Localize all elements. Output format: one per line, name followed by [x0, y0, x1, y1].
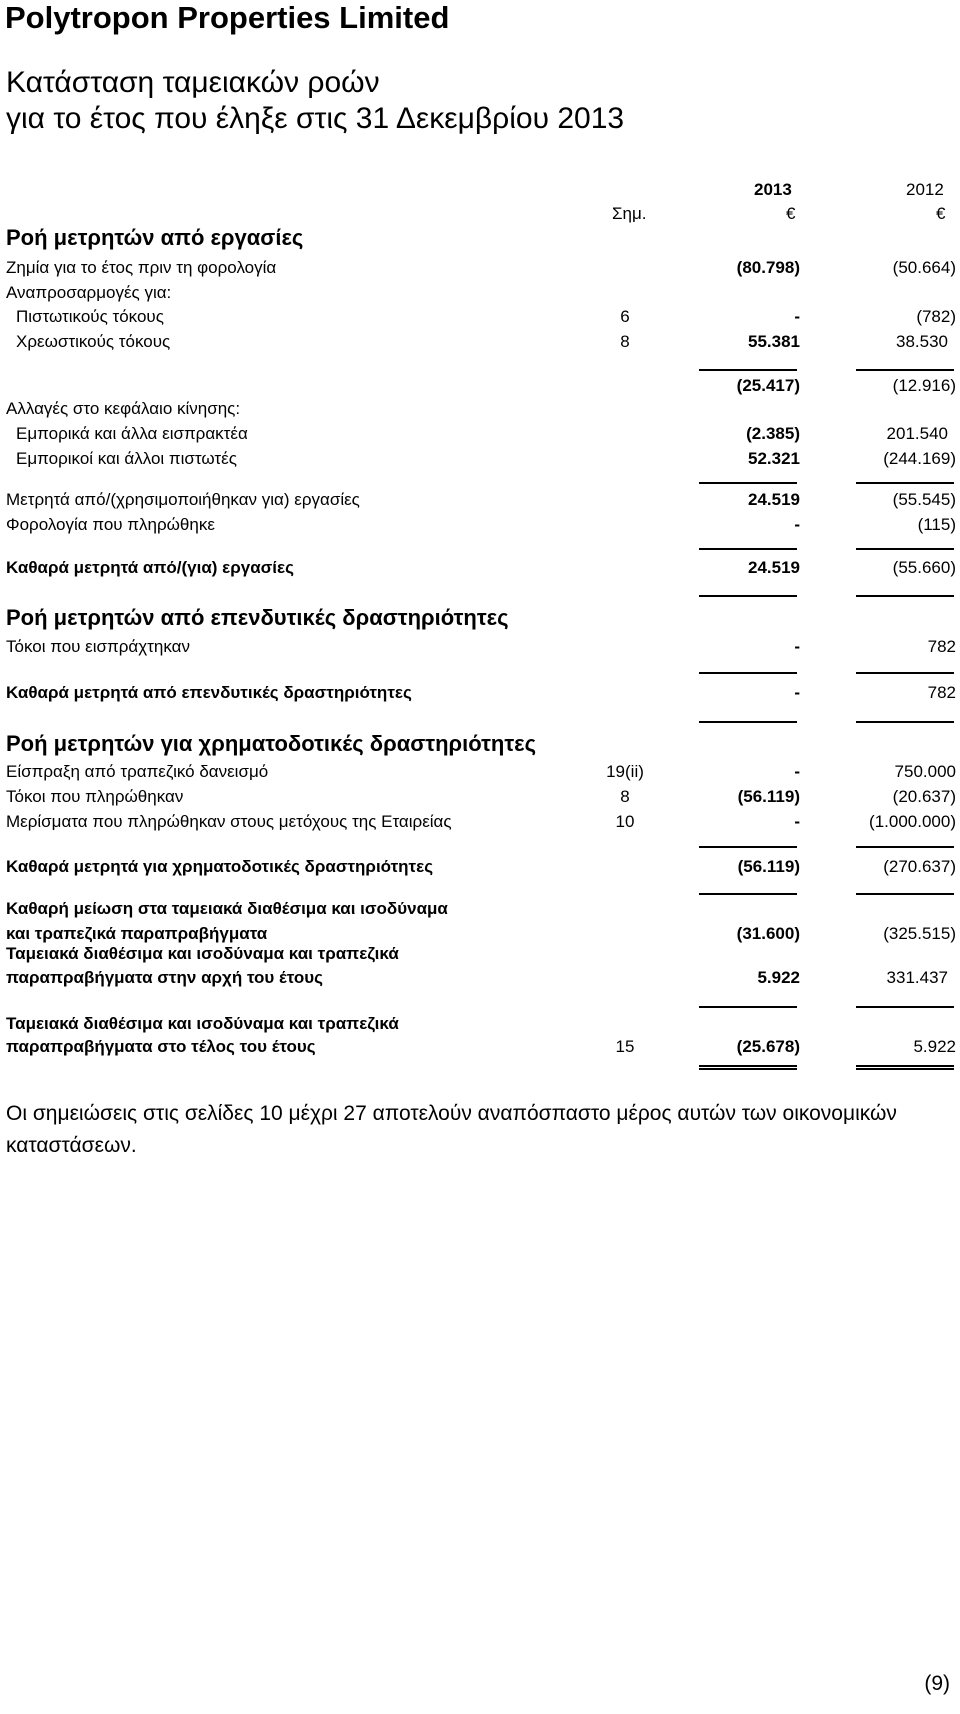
table-row: [0, 307, 960, 333]
total-rule: [699, 595, 797, 597]
table-row: [0, 490, 960, 516]
table-row: [0, 787, 960, 813]
value-2013: (25.417): [736, 376, 800, 395]
table-row: [0, 332, 960, 358]
table-row: [0, 424, 960, 450]
row-label: Ταμειακά διαθέσιμα και ισοδύναμα και τραπεζικά: [6, 1014, 399, 1033]
table-row: [0, 683, 960, 709]
row-label: Καθαρά μετρητά για χρηματοδοτικές δραστηριότητες: [6, 857, 434, 876]
statement-period: για το έτος που έληξε στις 31 Δεκεμβρίου 2013: [6, 102, 625, 135]
value-2012: (55.660): [892, 558, 956, 577]
value-2013: 24.519: [748, 490, 800, 509]
header-year-2012: 2012: [906, 180, 944, 199]
value-2013: -: [794, 762, 800, 781]
subtotal-rule: [699, 672, 797, 674]
row-label: και τραπεζικά παραπραβήγματα: [6, 924, 268, 943]
table-row: [0, 944, 960, 970]
row-label: Εμπορικά και άλλα εισπρακτέα: [16, 424, 248, 443]
value-2013: -: [794, 637, 800, 656]
row-label: Μερίσματα που πληρώθηκαν στους μετόχους της Εταιρείας: [6, 812, 452, 831]
total-rule: [699, 721, 797, 723]
value-2012: 38.530: [896, 332, 948, 351]
subtotal-rule: [699, 482, 797, 484]
table-row: [0, 283, 960, 309]
row-label: Ροή μετρητών από επενδυτικές δραστηριότητες: [6, 605, 509, 630]
row-label: Ταμειακά διαθέσιμα και ισοδύναμα και τραπεζικά: [6, 944, 399, 963]
row-label: Είσπραξη από τραπεζικό δανεισμό: [6, 762, 269, 781]
note-ref: 10: [615, 812, 635, 831]
value-2013: (80.798): [736, 258, 800, 277]
subtotal-rule: [699, 1006, 797, 1008]
section-financing-heading: [0, 731, 960, 757]
value-2012: 5.922: [913, 1037, 956, 1056]
header-currency-2012: €: [936, 204, 946, 223]
table-row: [0, 812, 960, 838]
value-2013: (56.119): [737, 787, 800, 806]
value-2013: 55.381: [748, 332, 800, 351]
value-2012: 782: [927, 683, 956, 702]
value-2012: (782): [916, 307, 956, 326]
value-2013: (56.119): [737, 857, 800, 876]
note-ref: 8: [620, 787, 630, 806]
row-label: Πιστωτικούς τόκους: [16, 307, 164, 326]
page-number: (9): [924, 1672, 950, 1695]
table-row: [0, 968, 960, 994]
row-label: Αναπροσαρμογές για:: [6, 283, 172, 302]
value-2013: -: [794, 683, 800, 702]
row-label: Ζημία για το έτος πριν τη φορολογία: [6, 258, 277, 277]
value-2013: 24.519: [748, 558, 800, 577]
total-rule: [699, 893, 797, 895]
value-2013: (2.385): [746, 424, 800, 443]
table-row: [0, 857, 960, 883]
value-2012: 201.540: [886, 424, 948, 443]
footnote: Οι σημειώσεις στις σελίδες 10 μέχρι 27 αποτελούν αναπόσπαστο μέρος αυτών των οικονομικών καταστάσεων.: [6, 1102, 897, 1157]
note-ref: 15: [615, 1037, 635, 1056]
table-row: [0, 762, 960, 788]
value-2012: 750.000: [894, 762, 956, 781]
table-row: [0, 637, 960, 663]
value-2012: 331.437: [886, 968, 948, 987]
row-label: Καθαρά μετρητά από επενδυτικές δραστηριότητες: [6, 683, 412, 702]
value-2012: (244.169): [883, 449, 956, 468]
row-label: παραπραβήγματα στην αρχή του έτους: [6, 968, 323, 987]
total-rule: [856, 721, 954, 723]
section-operating-heading: [0, 225, 960, 251]
value-2012: (115): [917, 515, 956, 534]
table-row: [0, 449, 960, 475]
value-2012: (50.664): [892, 258, 956, 277]
value-2012: (12.916): [892, 376, 956, 395]
grand-total-double-rule: [856, 1065, 954, 1070]
row-label: Καθαρά μετρητά από/(για) εργασίες: [6, 558, 294, 577]
note-ref: 19(ii): [606, 762, 644, 781]
table-row: [0, 558, 960, 584]
value-2013: (25.678): [736, 1037, 800, 1056]
row-label: Ροή μετρητών για χρηματοδοτικές δραστηριότητες: [6, 731, 537, 756]
value-2012: (270.637): [883, 857, 956, 876]
row-label: Χρεωστικούς τόκους: [16, 332, 171, 351]
subtotal-rule: [856, 846, 954, 848]
subtotal-rule: [856, 482, 954, 484]
value-2012: (1.000.000): [869, 812, 956, 831]
value-2012: (325.515): [883, 924, 956, 943]
section-investing-heading: [0, 605, 960, 631]
row-label: Αλλαγές στο κεφάλαιο κίνησης:: [6, 399, 241, 418]
subtotal-rule: [699, 846, 797, 848]
subtotal-rule: [856, 369, 954, 371]
table-row: [0, 1037, 960, 1063]
row-label: Καθαρή μείωση στα ταμειακά διαθέσιμα και ισοδύναμα: [6, 899, 448, 918]
table-row: [0, 899, 960, 925]
row-label: Τόκοι που πληρώθηκαν: [6, 787, 184, 806]
total-rule: [856, 893, 954, 895]
row-label: Φορολογία που πληρώθηκε: [6, 515, 215, 534]
subtotal-rule: [856, 1006, 954, 1008]
note-ref: 6: [620, 307, 630, 326]
row-label: Μετρητά από/(χρησιμοποιήθηκαν για) εργασίες: [6, 490, 360, 509]
header-currency-2013: €: [786, 204, 796, 223]
value-2013: -: [794, 812, 800, 831]
subtotal-rule: [856, 672, 954, 674]
subtotal-rule: [699, 369, 797, 371]
value-2013: 52.321: [748, 449, 800, 468]
table-row: [0, 399, 960, 425]
header-year-2013: 2013: [754, 180, 792, 199]
value-2013: -: [794, 307, 800, 326]
value-2013: -: [794, 515, 800, 534]
note-ref: 8: [620, 332, 630, 351]
value-2012: 782: [927, 637, 956, 656]
grand-total-double-rule: [699, 1065, 797, 1070]
row-label: Ροή μετρητών από εργασίες: [6, 225, 304, 250]
value-2013: 5.922: [757, 968, 800, 987]
statement-title: Κατάσταση ταμειακών ροών: [6, 66, 380, 99]
table-row: [0, 515, 960, 541]
value-2012: (20.637): [892, 787, 956, 806]
value-2012: (55.545): [892, 490, 956, 509]
company-name: Polytropon Properties Limited: [5, 0, 450, 35]
header-note: Σημ.: [612, 204, 647, 223]
value-2013: (31.600): [736, 924, 800, 943]
row-label: Τόκοι που εισπράχτηκαν: [6, 637, 190, 656]
table-row: [0, 258, 960, 284]
subtotal-rule: [856, 548, 954, 550]
row-label: Εμπορικοί και άλλοι πιστωτές: [16, 449, 237, 468]
subtotal-rule: [699, 548, 797, 550]
total-rule: [856, 595, 954, 597]
row-label: παραπραβήγματα στο τέλος του έτους: [6, 1037, 316, 1056]
